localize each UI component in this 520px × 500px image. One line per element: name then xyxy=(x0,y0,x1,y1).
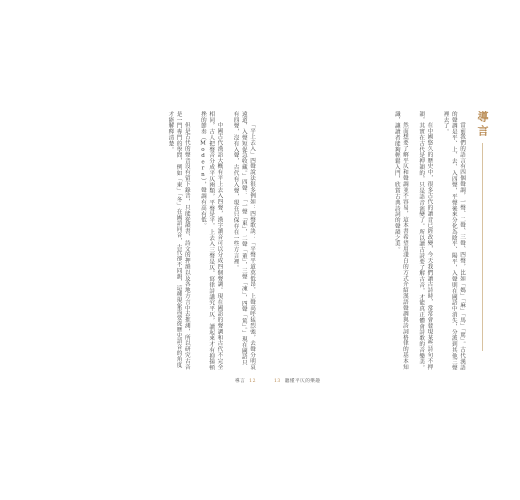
left-running-head: 導言 xyxy=(234,379,246,384)
right-page-number: 13 xyxy=(274,379,281,384)
right-running-head: 聽懂平仄的樂趣 xyxy=(284,379,321,384)
left-paragraph-3: 但是古代的聲音沒有留下錄音，只能從韻書、詩文的押韻以及各地方言中去推測，所以研究古音是一門專門的學問，例如「東」「冬」在國語同音，古代卻不同韻，這種現象需要從歷史語音的角度才能解釋清楚。 xyxy=(167,111,190,370)
left-page-text xyxy=(38,111,256,371)
left-page xyxy=(32,103,264,389)
right-paragraph-1: 當前我們的語言有四個聲調，一聲、二聲、三聲、四聲，比如「媽」「麻」「馬」「罵」。古代漢語的聲調是平、上、去、入四聲，平聲後來分化為陰平、陽平，入聲則在國語中消失，分派到其他三聲裡去了。 xyxy=(442,111,465,371)
right-paragraph-2: 在中國悠久的歷史中，很多古代的讀音已經改變，今天我們讀古詩時，常常會發現某些詩句不押韻，其實在古代是押韻的，只是語音演變了。所以讀古詩要了解古音，才能真正體會詩歌的音樂美。 xyxy=(418,111,433,371)
right-paragraph-3: 然而想要了解平仄和聲調並不容易，這本書希望用淺白的方式介紹漢語聲調與詩詞格律的基本知識，讓讀者能夠輕鬆入門，欣賞古典詩詞的聲韻之美。 xyxy=(393,111,408,370)
left-paragraph-1: 「平上去入」四聲說法很多例如：四聲歌訣：「平聲平道莫低昂，上聲高呼猛烈強，去聲分明哀遠道，入聲短促急收藏。」四聲：「一聲「東」，二聲「董」，三聲「凍」，四聲「篤」。」現在國語只有四聲，沒有入聲，古代有入聲，現在只保存在一些方言裡。 xyxy=(232,111,255,370)
right-page-text xyxy=(276,111,466,371)
left-page-footer xyxy=(235,378,258,384)
heading-rule xyxy=(482,143,483,351)
chapter-heading-block xyxy=(472,111,492,351)
chapter-heading: 導言 xyxy=(476,111,489,139)
right-page-footer xyxy=(272,378,321,384)
right-page xyxy=(264,103,496,389)
left-paragraph-2: 中國古代漢語大概有平上去入四聲，漢字讀音可以分成四個聲調。現在國語的聲調和古代不完全相同，古人把聲音分成平仄兩類，平聲是平，上去入三聲是仄。寫律詩講究平仄，讀起來才有抑揚頓挫的節奏（Modern），聲調有高有低。 xyxy=(199,111,223,371)
left-page-number: 12 xyxy=(249,379,256,384)
